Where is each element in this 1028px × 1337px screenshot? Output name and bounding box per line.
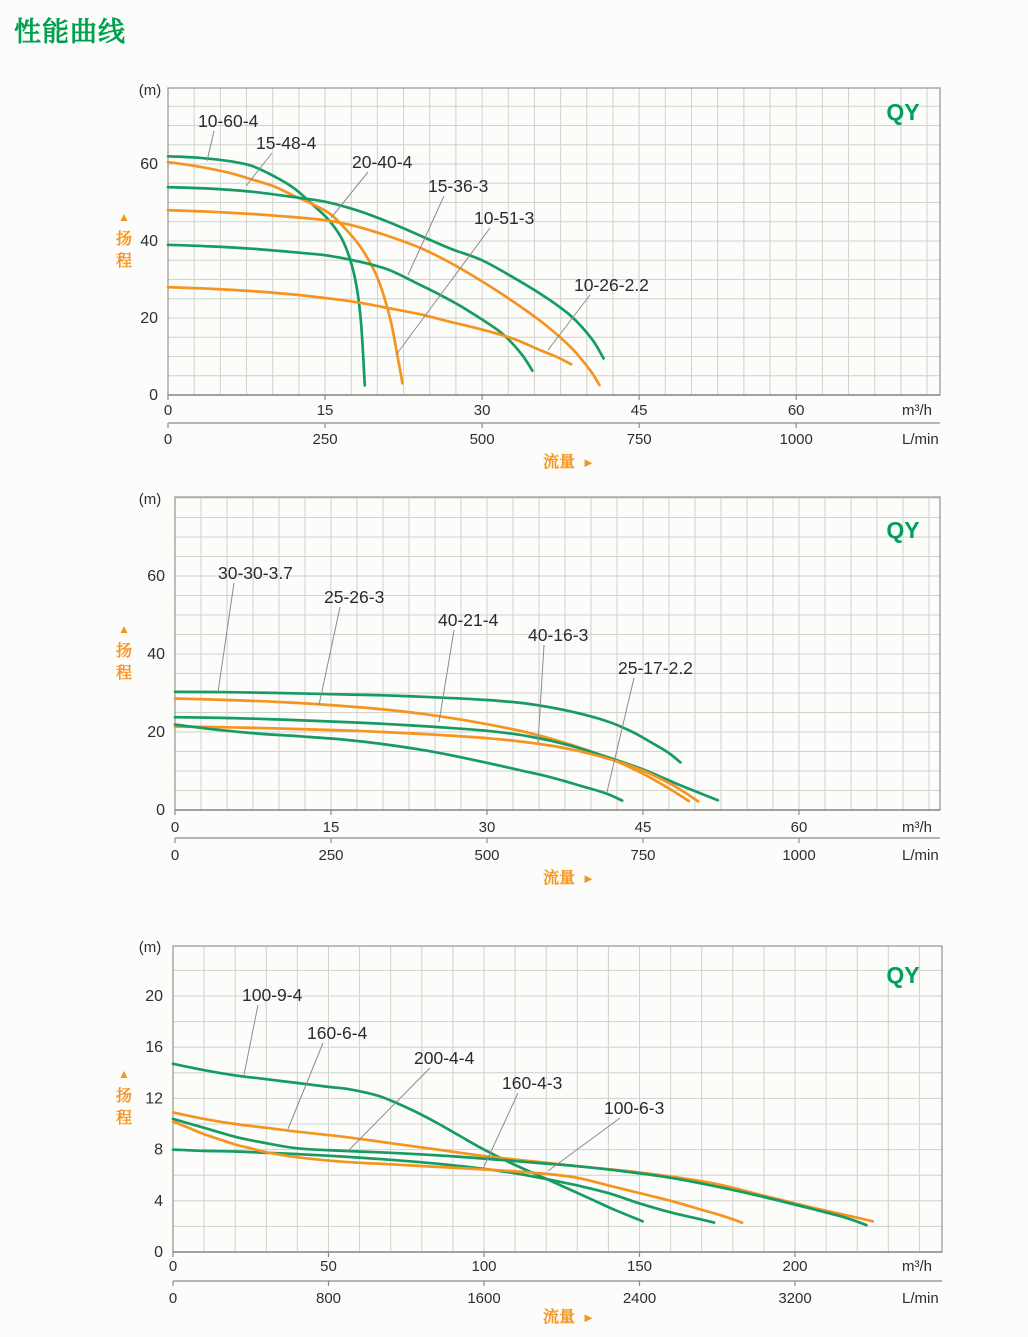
curve-25-26-3 bbox=[175, 699, 689, 802]
lmin-tick-label: 800 bbox=[315, 1290, 342, 1307]
y-tick-label: 20 bbox=[140, 310, 158, 327]
flow-unit-m3h: m³/h bbox=[902, 819, 932, 836]
y-tick-label: 20 bbox=[145, 988, 163, 1005]
grid bbox=[175, 497, 940, 810]
curve-label-10-51-3: 10-51-3 bbox=[474, 208, 535, 228]
curve-label-15-48-4: 15-48-4 bbox=[256, 133, 317, 153]
curve-label-20-40-4: 20-40-4 bbox=[352, 152, 413, 172]
lmin-tick-label: 750 bbox=[626, 431, 652, 448]
x-tick-label: 30 bbox=[473, 402, 491, 419]
curve-25-17-2.2 bbox=[175, 725, 622, 801]
series-badge: QY bbox=[886, 517, 920, 543]
head-axis-label: 程 bbox=[115, 1110, 133, 1127]
head-axis-label: 扬 bbox=[115, 231, 133, 248]
leader-10-60-4 bbox=[207, 131, 214, 161]
head-axis-marker: ▲ bbox=[118, 622, 130, 636]
leader-15-36-3 bbox=[408, 196, 444, 275]
curve-label-100-9-4: 100-9-4 bbox=[242, 985, 303, 1005]
curve-label-10-60-4: 10-60-4 bbox=[198, 111, 259, 131]
lmin-tick-label: 250 bbox=[318, 847, 344, 864]
y-tick-label: 40 bbox=[147, 646, 165, 663]
x-tick-label: 15 bbox=[322, 819, 340, 836]
curve-label-15-36-3: 15-36-3 bbox=[428, 176, 489, 196]
leader-100-9-4 bbox=[244, 1005, 258, 1075]
curve-label-200-4-4: 200-4-4 bbox=[414, 1048, 475, 1068]
flow-axis-marker: ► bbox=[582, 871, 595, 886]
y-tick-label: 0 bbox=[156, 802, 165, 819]
flow-unit-lmin: L/min bbox=[902, 847, 939, 864]
head-axis-label: 扬 bbox=[115, 643, 133, 660]
lmin-tick-label: 0 bbox=[163, 431, 173, 448]
y-tick-label: 40 bbox=[140, 233, 158, 250]
lmin-tick-label: 500 bbox=[469, 431, 495, 448]
y-tick-label: 20 bbox=[147, 724, 165, 741]
head-axis-marker: ▲ bbox=[118, 1067, 130, 1081]
x-tick-label: 0 bbox=[170, 819, 180, 836]
lmin-tick-label: 750 bbox=[630, 847, 656, 864]
leader-25-17-2.2 bbox=[607, 678, 634, 792]
curve-label-10-26-2.2: 10-26-2.2 bbox=[574, 275, 649, 295]
x-tick-label: 50 bbox=[320, 1258, 337, 1275]
y-tick-label: 60 bbox=[140, 156, 158, 173]
flow-axis-label: 流量 bbox=[543, 870, 576, 887]
x-tick-label: 30 bbox=[478, 819, 496, 836]
head-axis-label: 扬 bbox=[115, 1088, 133, 1105]
curve-40-21-4 bbox=[175, 717, 718, 800]
flow-axis-marker: ► bbox=[582, 455, 595, 470]
curve-10-60-4 bbox=[168, 156, 365, 385]
y-tick-label: 0 bbox=[154, 1244, 163, 1261]
series-badge: QY bbox=[886, 99, 920, 125]
x-tick-label: 0 bbox=[163, 402, 173, 419]
head-unit-label: (m) bbox=[138, 491, 162, 508]
x-tick-label: 150 bbox=[626, 1258, 653, 1275]
leader-40-21-4 bbox=[439, 630, 454, 722]
x-tick-label: 60 bbox=[787, 402, 805, 419]
y-tick-label: 12 bbox=[145, 1090, 163, 1108]
curve-160-6-4 bbox=[173, 1113, 873, 1222]
head-axis-label: 程 bbox=[115, 253, 133, 270]
lmin-tick-label: 3200 bbox=[778, 1290, 812, 1307]
curve-label-160-6-4: 160-6-4 bbox=[307, 1023, 368, 1043]
leader-100-6-3 bbox=[548, 1118, 620, 1171]
curve-label-25-26-3: 25-26-3 bbox=[324, 587, 385, 607]
lmin-tick-label: 250 bbox=[312, 431, 338, 448]
flow-unit-m3h: m³/h bbox=[902, 402, 932, 419]
y-tick-label: 8 bbox=[154, 1141, 163, 1159]
chart-qy-low-head bbox=[116, 939, 942, 1326]
curve-160-4-3 bbox=[173, 1150, 714, 1223]
flow-unit-m3h: m³/h bbox=[902, 1258, 932, 1275]
curve-label-30-30-3.7: 30-30-3.7 bbox=[218, 563, 293, 583]
curve-label-40-16-3: 40-16-3 bbox=[528, 625, 589, 645]
chart-qy-high-head bbox=[116, 82, 940, 471]
page-title: 性能曲线 bbox=[14, 17, 126, 47]
head-axis-label: 程 bbox=[115, 665, 133, 682]
x-tick-label: 15 bbox=[316, 402, 334, 419]
x-tick-label: 100 bbox=[471, 1258, 497, 1275]
flow-unit-lmin: L/min bbox=[902, 1290, 939, 1307]
lmin-tick-label: 0 bbox=[168, 1290, 178, 1307]
x-tick-label: 45 bbox=[630, 402, 648, 419]
head-unit-label: (m) bbox=[138, 939, 162, 956]
chart-qy-mid-head bbox=[116, 491, 940, 887]
lmin-tick-label: 1600 bbox=[467, 1290, 501, 1307]
x-tick-label: 45 bbox=[634, 819, 652, 836]
lmin-tick-label: 2400 bbox=[622, 1290, 657, 1307]
lmin-tick-label: 0 bbox=[170, 847, 180, 864]
y-tick-label: 4 bbox=[154, 1192, 163, 1210]
flow-unit-lmin: L/min bbox=[902, 431, 939, 448]
flow-axis-marker: ► bbox=[582, 1310, 595, 1325]
y-tick-label: 60 bbox=[147, 568, 165, 585]
curve-100-9-4 bbox=[173, 1064, 643, 1222]
curve-label-160-4-3: 160-4-3 bbox=[502, 1073, 563, 1093]
y-tick-label: 0 bbox=[149, 387, 158, 404]
leader-200-4-4 bbox=[348, 1068, 430, 1151]
lmin-tick-label: 1000 bbox=[782, 847, 816, 864]
lmin-tick-label: 500 bbox=[474, 847, 500, 864]
leader-30-30-3.7 bbox=[218, 583, 234, 692]
lmin-tick-label: 1000 bbox=[779, 431, 813, 448]
x-tick-label: 60 bbox=[790, 819, 808, 836]
leader-10-51-3 bbox=[396, 228, 490, 355]
x-tick-label: 200 bbox=[782, 1258, 808, 1275]
curve-label-100-6-3: 100-6-3 bbox=[604, 1098, 665, 1118]
flow-axis-label: 流量 bbox=[543, 1309, 576, 1326]
curve-label-40-21-4: 40-21-4 bbox=[438, 610, 499, 630]
y-tick-label: 16 bbox=[145, 1039, 163, 1057]
head-unit-label: (m) bbox=[138, 82, 162, 99]
series-badge: QY bbox=[886, 962, 920, 988]
head-axis-marker: ▲ bbox=[118, 210, 130, 224]
leader-25-26-3 bbox=[319, 607, 340, 705]
curve-label-25-17-2.2: 25-17-2.2 bbox=[618, 658, 693, 678]
flow-axis-label: 流量 bbox=[543, 454, 576, 471]
x-tick-label: 0 bbox=[168, 1258, 178, 1275]
